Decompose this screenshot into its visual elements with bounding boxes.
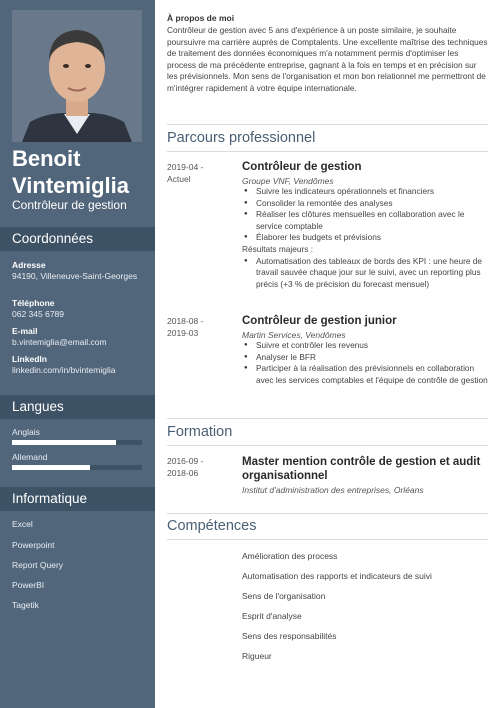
school-name: Institut d'administration des entreprises, Orléans bbox=[242, 485, 424, 495]
job-bullet: ● Participer à la réalisation des prévisionnels en collaboration avec les services comptables et l'équipe de contrôle de gestion bbox=[242, 363, 488, 386]
job-company: Groupe VNF, Vendômes bbox=[242, 176, 334, 186]
job-results bbox=[242, 256, 488, 291]
software-item: Excel bbox=[12, 519, 33, 529]
job-bullet: ● Suivre et contrôler les revenus bbox=[242, 340, 488, 352]
experience-section-title: Parcours professionnel bbox=[167, 130, 316, 146]
section-divider bbox=[167, 124, 488, 125]
skill-item: Esprit d'analyse bbox=[242, 611, 302, 621]
language-name: Allemand bbox=[12, 452, 48, 462]
skill-item: Automatisation des rapports et indicateurs de suivi bbox=[242, 571, 432, 581]
job-date-start: 2018-08 - bbox=[167, 316, 204, 326]
job-date-start: 2019-04 - bbox=[167, 162, 204, 172]
job-date bbox=[167, 316, 237, 339]
education-date-end: 2018-06 bbox=[167, 467, 199, 478]
about-text: Contrôleur de gestion avec 5 ans d'expérience à un poste similaire, je souhaite poursuivre ma carrière auprès de Comptalents. Une excellente maîtrise des techniques de traitement des données économiques m'a notamment permis d'optimiser les process de ma précédente entreprise, gagnant à la fois en temps et en précision sur les prévisionnels. Mon sens de l'organisation et mon bon relationnel me permettront de m'intégrer rapidement à votre équipe internationale. bbox=[167, 25, 488, 93]
degree-title: Master mention contrôle de gestion et audit organisationnel bbox=[242, 456, 481, 482]
contact-linkedin bbox=[12, 354, 152, 376]
education-entry bbox=[242, 455, 488, 495]
software-item: Powerpoint bbox=[12, 540, 55, 550]
contact-label: E-mail bbox=[12, 326, 38, 336]
job-bullets bbox=[242, 186, 488, 244]
job-entry bbox=[242, 160, 488, 290]
job-bullet: ● Élaborer les budgets et prévisions bbox=[242, 232, 488, 244]
job-bullets bbox=[242, 340, 488, 386]
contact-value: linkedin.com/in/bvintemiglia bbox=[12, 365, 116, 375]
candidate-job-title: Contrôleur de gestion bbox=[12, 198, 127, 212]
language-level-fill bbox=[12, 465, 90, 470]
contact-address bbox=[12, 260, 152, 282]
contact-label: Adresse bbox=[12, 260, 46, 270]
informatique-header: Informatique bbox=[0, 487, 155, 511]
last-name: Vintemiglia bbox=[12, 173, 129, 198]
language-item bbox=[12, 452, 142, 470]
section-divider bbox=[167, 513, 488, 514]
language-level-bar bbox=[12, 440, 142, 445]
first-name: Benoit bbox=[12, 146, 81, 171]
job-date bbox=[167, 162, 237, 185]
job-bullet: ● Suivre les indicateurs opérationnels et financiers bbox=[242, 186, 488, 198]
software-item: PowerBI bbox=[12, 580, 45, 590]
language-item bbox=[12, 427, 142, 445]
education-section-title: Formation bbox=[167, 424, 233, 440]
candidate-name bbox=[12, 145, 152, 199]
contact-phone bbox=[12, 298, 152, 320]
skill-item: Sens de l'organisation bbox=[242, 591, 326, 601]
section-divider bbox=[167, 418, 488, 419]
section-divider bbox=[167, 539, 488, 540]
section-divider bbox=[167, 445, 488, 446]
language-name: Anglais bbox=[12, 427, 40, 437]
language-level-bar bbox=[12, 465, 142, 470]
skill-item: Amélioration des process bbox=[242, 551, 338, 561]
contact-label: Téléphone bbox=[12, 298, 55, 308]
skill-item: Sens des responsabilités bbox=[242, 631, 337, 641]
contact-value: b.vintemiglia@email.com bbox=[12, 337, 107, 347]
sidebar bbox=[0, 0, 155, 708]
education-date-start: 2016-09 - bbox=[167, 456, 204, 466]
section-divider bbox=[167, 151, 488, 152]
language-level-fill bbox=[12, 440, 116, 445]
about-title: À propos de moi bbox=[167, 13, 235, 23]
job-bullet: ● Analyser le BFR bbox=[242, 352, 488, 364]
skills-section-title: Compétences bbox=[167, 518, 257, 534]
contact-email bbox=[12, 326, 152, 348]
job-company: Martin Services, Vendômes bbox=[242, 330, 346, 340]
job-date-end: Actuel bbox=[167, 173, 191, 184]
job-result: ● Automatisation des tableaux de bords des KPI : une heure de travail sauvée chaque jour sur le suivi, avec un reporting plus précis (+3 % de précision du forecast mensuel) bbox=[242, 256, 488, 291]
software-item: Tagetik bbox=[12, 600, 39, 610]
job-title: Contrôleur de gestion junior bbox=[242, 315, 397, 327]
job-bullet: ● Consolider la remontée des analyses bbox=[242, 198, 488, 210]
contact-value: 94190, Villeneuve-Saint-Georges bbox=[12, 271, 138, 281]
job-results-label: Résultats majeurs : bbox=[242, 243, 314, 254]
skill-item: Rigueur bbox=[242, 651, 272, 661]
langues-header: Langues bbox=[0, 395, 155, 419]
job-entry bbox=[242, 314, 488, 386]
software-item: Report Query bbox=[12, 560, 64, 570]
contact-label: LinkedIn bbox=[12, 354, 47, 364]
education-date bbox=[167, 456, 237, 479]
job-bullet: ● Réaliser les clôtures mensuelles en collaboration avec le service comptable bbox=[242, 209, 488, 232]
contact-value: 062 345 6789 bbox=[12, 309, 64, 319]
profile-photo bbox=[12, 10, 142, 142]
coordonnees-header: Coordonnées bbox=[0, 227, 155, 251]
job-title: Contrôleur de gestion bbox=[242, 161, 362, 173]
job-date-end: 2019-03 bbox=[167, 327, 199, 338]
